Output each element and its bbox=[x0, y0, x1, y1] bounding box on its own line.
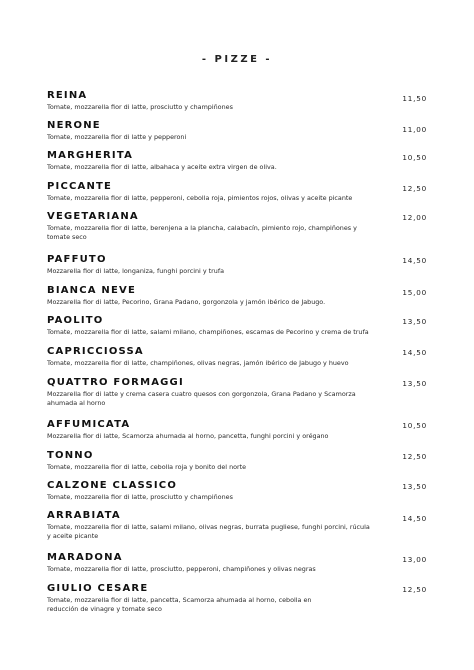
item-description: Tomate, mozzarella fior di latte y pepperoni bbox=[47, 133, 187, 141]
item-price: 14,50 bbox=[402, 348, 427, 357]
menu-item bbox=[47, 90, 427, 112]
item-price: 14,50 bbox=[402, 256, 427, 265]
menu-item bbox=[47, 150, 427, 172]
item-price: 15,00 bbox=[402, 288, 427, 297]
item-price: 13,50 bbox=[402, 482, 427, 491]
menu-item bbox=[47, 181, 427, 203]
item-description: Tomate, mozzarella fior di latte, pancetta, Scamorza ahumada al horno, cebolla en reducción de vinagre y tomate seco bbox=[47, 596, 312, 613]
item-price: 13,50 bbox=[402, 379, 427, 388]
item-name: ARRABIATA bbox=[47, 510, 121, 521]
item-name: VEGETARIANA bbox=[47, 211, 139, 222]
item-name: GIULIO CESARE bbox=[47, 583, 149, 594]
item-name: QUATTRO FORMAGGI bbox=[47, 377, 184, 388]
menu-item bbox=[47, 120, 427, 142]
item-name: CALZONE CLASSICO bbox=[47, 480, 178, 491]
item-price: 12,50 bbox=[402, 585, 427, 594]
item-price: 11,00 bbox=[402, 125, 427, 134]
item-price: 11,50 bbox=[402, 94, 427, 103]
item-description: Mozzarella fior di latte, longaniza, funghi porcini y trufa bbox=[47, 267, 225, 275]
menu-item bbox=[47, 480, 427, 502]
item-name: REINA bbox=[47, 90, 88, 101]
item-name: TONNO bbox=[47, 450, 94, 461]
item-description: Tomate, mozzarella fior di latte, cebolla roja y bonito del norte bbox=[47, 463, 247, 471]
item-name: PAFFUTO bbox=[47, 254, 107, 265]
item-price: 12,50 bbox=[402, 184, 427, 193]
menu-item bbox=[47, 419, 427, 441]
menu-item bbox=[47, 285, 427, 307]
menu-item bbox=[47, 377, 427, 408]
item-description: Tomate, mozzarella fior di latte, prosciutto y champiñones bbox=[47, 103, 233, 111]
item-description: Tomate, mozzarella fior di latte, salami milano, olivas negras, burrata pugliese, funghi porcini, rúcula y aceite picante bbox=[47, 523, 370, 540]
menu-item bbox=[47, 450, 427, 472]
menu-item bbox=[47, 346, 427, 368]
item-description: Mozzarella fior di latte, Scamorza ahumada al horno, pancetta, funghi porcini y orégano bbox=[47, 432, 329, 440]
menu-item bbox=[47, 315, 427, 337]
menu-item bbox=[47, 211, 427, 242]
item-description: Tomate, mozzarella fior di latte, salami milano, champiñones, escamas de Pecorino y crema de trufa bbox=[47, 328, 369, 336]
item-description: Tomate, mozzarella fior di latte, champiñones, olivas negras, jamón ibérico de Jabugo y huevo bbox=[47, 359, 349, 367]
item-description: Tomate, mozzarella fior di latte, berenjena a la plancha, calabacín, pimiento rojo, champiñones y tomate seco bbox=[47, 224, 357, 241]
item-description: Tomate, mozzarella fior di latte, albahaca y aceite extra virgen de oliva. bbox=[47, 163, 277, 171]
item-description: Tomate, mozzarella fior di latte, pepperoni, cebolla roja, pimientos rojos, olivas y aceite picante bbox=[47, 194, 353, 202]
item-price: 13,50 bbox=[402, 317, 427, 326]
section-title: - PIZZE - bbox=[201, 54, 273, 65]
item-price: 10,50 bbox=[402, 421, 427, 430]
item-name: PAOLITO bbox=[47, 315, 104, 326]
item-price: 10,50 bbox=[402, 153, 427, 162]
item-name: NERONE bbox=[47, 120, 101, 131]
item-description: Tomate, mozzarella fior di latte, prosciutto y champiñones bbox=[47, 493, 233, 501]
item-name: AFFUMICATA bbox=[47, 419, 131, 430]
item-name: CAPRICCIOSSA bbox=[47, 346, 144, 357]
item-price: 13,00 bbox=[402, 555, 427, 564]
item-name: PICCANTE bbox=[47, 181, 113, 192]
item-price: 12,50 bbox=[402, 452, 427, 461]
item-name: BIANCA NEVE bbox=[47, 285, 136, 296]
item-description: Mozzarella fior di latte, Pecorino, Grana Padano, gorgonzola y jamón ibérico de Jabugo. bbox=[47, 298, 326, 306]
menu-item bbox=[47, 552, 427, 574]
item-description: Mozzarella fior di latte y crema casera cuatro quesos con gorgonzola, Grana Padano y Scamorza ahumada al horno bbox=[47, 390, 356, 407]
menu-item bbox=[47, 254, 427, 276]
menu-item bbox=[47, 583, 427, 614]
menu-item bbox=[47, 510, 427, 541]
item-name: MARGHERITA bbox=[47, 150, 134, 161]
item-price: 12,00 bbox=[402, 213, 427, 222]
item-price: 14,50 bbox=[402, 514, 427, 523]
item-name: MARADONA bbox=[47, 552, 123, 563]
item-description: Tomate, mozzarella fior di latte, prosciutto, pepperoni, champiñones y olivas negras bbox=[47, 565, 316, 573]
